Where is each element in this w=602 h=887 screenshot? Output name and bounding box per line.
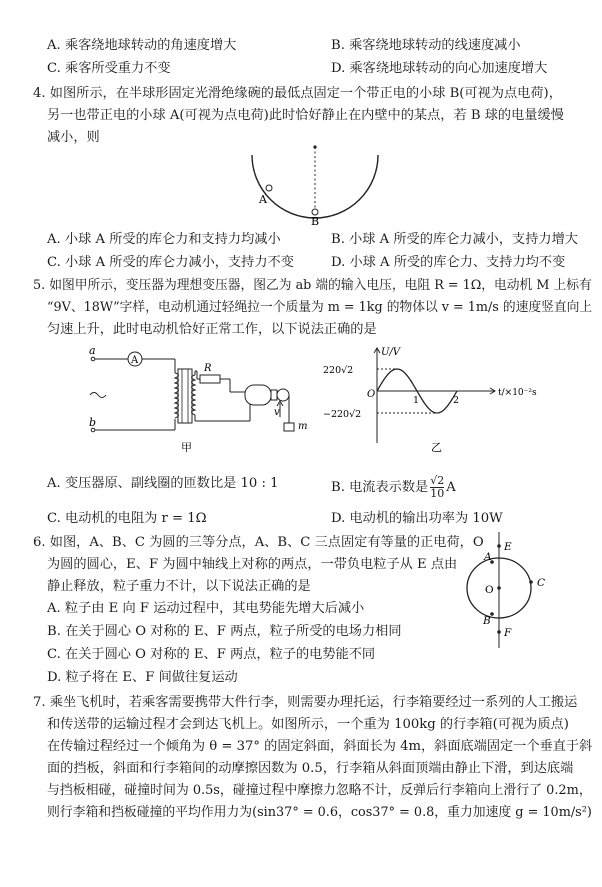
q4-stem-line1: 4. 如图所示，在半球形固定光滑绝缘碗的最低点固定一个带正电的小球 B(可视为点电荷)， xyxy=(33,86,562,101)
q5-option-b-text: B. 电流表示数是 xyxy=(331,480,429,495)
mass-label: m xyxy=(298,421,308,432)
resistor-r xyxy=(200,375,220,383)
motor-icon xyxy=(245,385,271,405)
q6-ring-figure xyxy=(455,530,555,655)
x-tick-1: 1 xyxy=(413,395,420,406)
q4-option-a: A. 小球 A 所受的库仑力和支持力均减小 xyxy=(47,232,281,247)
q5-option-b-fraction: $\frac{√2}{10}$ xyxy=(430,474,445,500)
transformer-core xyxy=(178,369,192,423)
q3-option-a: A. 乘客绕地球转动的角速度增大 xyxy=(47,38,237,53)
velocity-label: v xyxy=(274,407,280,418)
q4-bowl-figure xyxy=(240,145,390,228)
svg-text:A: A xyxy=(484,551,492,563)
q6-stem-line1: 6. 如图，A、B、C 为圆的三等分点，A、B、C 三点固定有等量的正电荷，O xyxy=(33,535,484,550)
q4-stem-line2: 另一也带正电的小球 A(可视为点电荷)此时恰好静止在内壁中的某点，若 B 球的电量缓慢 xyxy=(47,108,564,123)
q3-option-d: D. 乘客绕地球转动的向心加速度增大 xyxy=(331,61,548,76)
ac-source-icon xyxy=(90,393,106,398)
q4-option-d: D. 小球 A 所受的库仑力、支持力均不变 xyxy=(331,255,566,270)
origin-label: O xyxy=(367,389,376,400)
q5-option-d: D. 电动机的输出功率为 10W xyxy=(331,511,503,526)
ammeter-label: A xyxy=(131,355,139,366)
point-o xyxy=(497,586,501,590)
q5-stem-line1: 5. 如图甲所示，变压器为理想变压器，图乙为 ab 端的输入电压，电阻 R = 1Ω，电动机 M 上标有 xyxy=(33,278,592,293)
mass-block xyxy=(284,423,294,431)
point-f xyxy=(497,630,501,634)
point-b xyxy=(490,612,494,616)
label-a: A xyxy=(259,193,267,206)
resistor-label: R xyxy=(204,363,212,374)
q5-voltage-graph xyxy=(323,345,537,460)
point-e xyxy=(497,544,501,548)
label-b: B xyxy=(311,215,320,228)
q6-stem-line2: 为圆的圆心，E、F 为圆中轴线上对称的两点，一带负电粒子从 E 点由 xyxy=(47,557,458,572)
q7-stem-line5: 与挡板相碰，碰撞时间为 0.5s，碰撞过程中摩擦力忽略不计，反弹后行李箱向上滑行了 0.2m， xyxy=(47,783,592,798)
y-bottom-label: −220√2 xyxy=(323,409,362,420)
q6-stem-line3: 静止释放，粒子重力不计，以下说法正确的是 xyxy=(47,579,311,594)
q5-stem-line2: “9V、18W”字样，电动机通过轻绳拉一个质量为 m = 1kg 的物体以 v = 1m/s 的速度竖直向上 xyxy=(47,300,593,315)
svg-text:E: E xyxy=(504,541,512,553)
q5-option-b: B. 电流表示数是 $\frac{√2}{10}$ A xyxy=(331,474,456,500)
y-axis-label: U/V xyxy=(381,347,401,358)
q6-option-d: D. 粒子将在 E、F 间做往复运动 xyxy=(47,670,238,685)
q3-option-b: B. 乘客绕地球转动的线速度减小 xyxy=(331,38,521,53)
svg-text:O: O xyxy=(485,584,494,596)
figure-caption-yi: 乙 xyxy=(431,441,442,454)
q6-option-b: B. 在关于圆心 O 对称的 E、F 两点，粒子所受的电场力相同 xyxy=(47,624,402,639)
q5-stem-line3: 匀速上升，此时电动机恰好正常工作，以下说法正确的是 xyxy=(47,322,377,337)
svg-text:C: C xyxy=(537,577,546,589)
q4-stem-line3: 减小，则 xyxy=(47,130,100,145)
q5-option-c: C. 电动机的电阻为 r = 1Ω xyxy=(47,511,207,526)
svg-text:F: F xyxy=(504,627,512,639)
x-tick-2: 2 xyxy=(453,395,460,406)
y-top-label: 220√2 xyxy=(323,365,354,376)
q4-option-b: B. 小球 A 所受的库仑力减小，支持力增大 xyxy=(331,232,578,247)
q6-option-a: A. 粒子由 E 向 F 运动过程中，其电势能先增大后减小 xyxy=(47,601,365,616)
q4-option-c: C. 小球 A 所受的库仑力减小，支持力不变 xyxy=(47,255,294,270)
q3-option-c: C. 乘客所受重力不变 xyxy=(47,61,171,76)
point-c xyxy=(529,580,533,584)
terminal-b: b xyxy=(89,416,97,429)
q6-option-c: C. 在关于圆心 O 对称的 E、F 两点，粒子的电势能不同 xyxy=(47,647,376,662)
ball-a xyxy=(266,185,272,191)
svg-text:B: B xyxy=(483,615,491,627)
x-axis-label: t/×10⁻²s xyxy=(498,388,537,398)
q5-option-a: A. 变压器原、副线圈的匝数比是 10 : 1 xyxy=(47,476,279,491)
q7-stem-line3: 在传输过程经过一个倾角为 θ = 37° 的固定斜面，斜面长为 4m，斜面底端固定一个垂直于斜 xyxy=(47,739,593,754)
q7-stem-line6: 则行李箱和挡板碰撞的平均作用力为(sin37° = 0.6，cos37° = 0.8，重力加速度 g = 10m/s²) xyxy=(47,805,592,820)
pulley-icon xyxy=(277,389,289,401)
figure-caption-jia: 甲 xyxy=(181,441,192,454)
terminal-a: a xyxy=(89,344,96,357)
q7-stem-line4: 面的挡板，斜面和行李箱间的动摩擦因数为 0.5，行李箱从斜面顶端由静止下滑，到达底端 xyxy=(47,761,574,776)
q7-stem-line1: 7. 乘坐飞机时，若乘客需要携带大件行李，则需要办理托运，行李箱要经过一系列的人工搬运 xyxy=(33,695,578,710)
q7-stem-line2: 和传送带的运输过程才会到达飞机上。如图所示，一个重为 100kg 的行李箱(可视为质点) xyxy=(47,717,569,732)
q5-circuit-figure xyxy=(80,345,310,460)
